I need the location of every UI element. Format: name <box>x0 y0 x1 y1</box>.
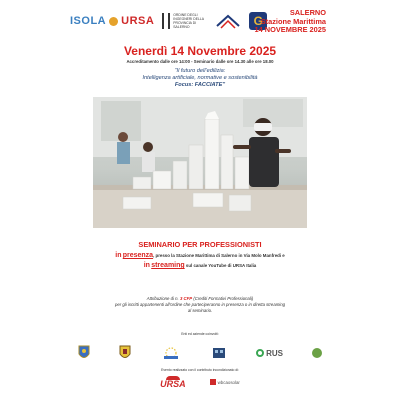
credits-info <box>0 296 400 313</box>
logo-dot-icon <box>109 17 118 26</box>
ordine-columns-icon <box>162 13 170 29</box>
ordine-text: ORDINE DEGLI INGEGNERI DELLA PROVINCIA DI SALERNO <box>173 13 204 29</box>
office-vr-illustration <box>93 97 307 228</box>
credits-line-3: al seminario. <box>187 307 213 313</box>
event-date-short: 14 NOVEMBRE 2025 <box>254 25 326 35</box>
wb-mark-icon <box>210 379 216 385</box>
building-logo <box>211 346 227 360</box>
event-venue: Stazione Marittima <box>260 16 326 26</box>
rus-ring-icon <box>256 349 264 357</box>
topic-line-1: “Il futuro dell’edilizia: <box>174 68 226 74</box>
crest-logo-1 <box>78 345 90 361</box>
g-logo: G <box>249 12 267 30</box>
wb-text: wbcaosolar <box>217 379 240 385</box>
topic-line-2: Intelligenza artificiale, normative e sostenibilità <box>142 75 258 82</box>
seminar-streaming-line <box>0 263 400 269</box>
credits-prefix: Attribuzione di n. <box>146 296 179 301</box>
italy-green-logo <box>312 348 322 358</box>
topic-line-3: Focus: FACCIATE” <box>174 82 226 89</box>
ordine-ingegneri-logo <box>162 13 207 29</box>
streaming-in: in <box>143 262 150 269</box>
sponsor-logos <box>0 376 400 388</box>
credits-cfp: 3 CFP <box>179 296 193 301</box>
wbcaosolar-logo <box>210 379 240 385</box>
stars-logo <box>160 346 182 360</box>
green-globe-icon <box>312 348 322 358</box>
roof-logo-icon <box>215 12 241 30</box>
ursa-sponsor-text: URSA <box>160 379 186 389</box>
accreditation-times: Accreditamento dalle ore 14:00 - Seminario dalle ore 14.30 alle ore 18.00 <box>126 59 274 64</box>
presenza-detail: , presso la Stazione Marittima di Salerno in Via Molo Manfredi e <box>153 253 285 258</box>
ursa-sponsor-logo <box>160 376 186 388</box>
streaming-detail: sul canale YouTube di URSA Italia <box>185 263 257 268</box>
event-city: SALERNO <box>289 8 326 17</box>
rus-logo <box>256 349 283 358</box>
event-place <box>255 9 326 35</box>
seminar-title: SEMINARIO PER PROFESSIONISTI <box>138 240 262 249</box>
seminar-presenza-line <box>0 253 400 259</box>
rus-label: RUS <box>266 348 283 358</box>
header-logos <box>70 10 267 32</box>
isola-ursa-logo <box>70 15 154 27</box>
logo-isola-text: ISOLA <box>70 15 107 27</box>
topic-title <box>0 68 400 90</box>
streaming-keyword: streaming <box>151 262 185 269</box>
crest-logo-2 <box>119 345 131 361</box>
presenza-in: in <box>115 252 122 259</box>
presenza-keyword: presenza <box>122 252 154 259</box>
partners-label: Enti ed aziende coinvolti: <box>181 332 219 336</box>
hero-photo <box>93 97 307 228</box>
sponsors-label: Evento realizzato con il contributo incondizionato di: <box>161 368 239 372</box>
partner-logos <box>78 344 322 362</box>
credits-suffix: (Crediti Formativi Professionali) <box>193 296 254 301</box>
event-date-long: Venerdì 14 Novembre 2025 <box>123 44 277 58</box>
logo-ursa-text: URSA <box>121 15 155 27</box>
credits-line-2: per gli iscritti appartenenti all’ordine che parteciperanno in presenza o in diretta streaming <box>114 301 286 307</box>
